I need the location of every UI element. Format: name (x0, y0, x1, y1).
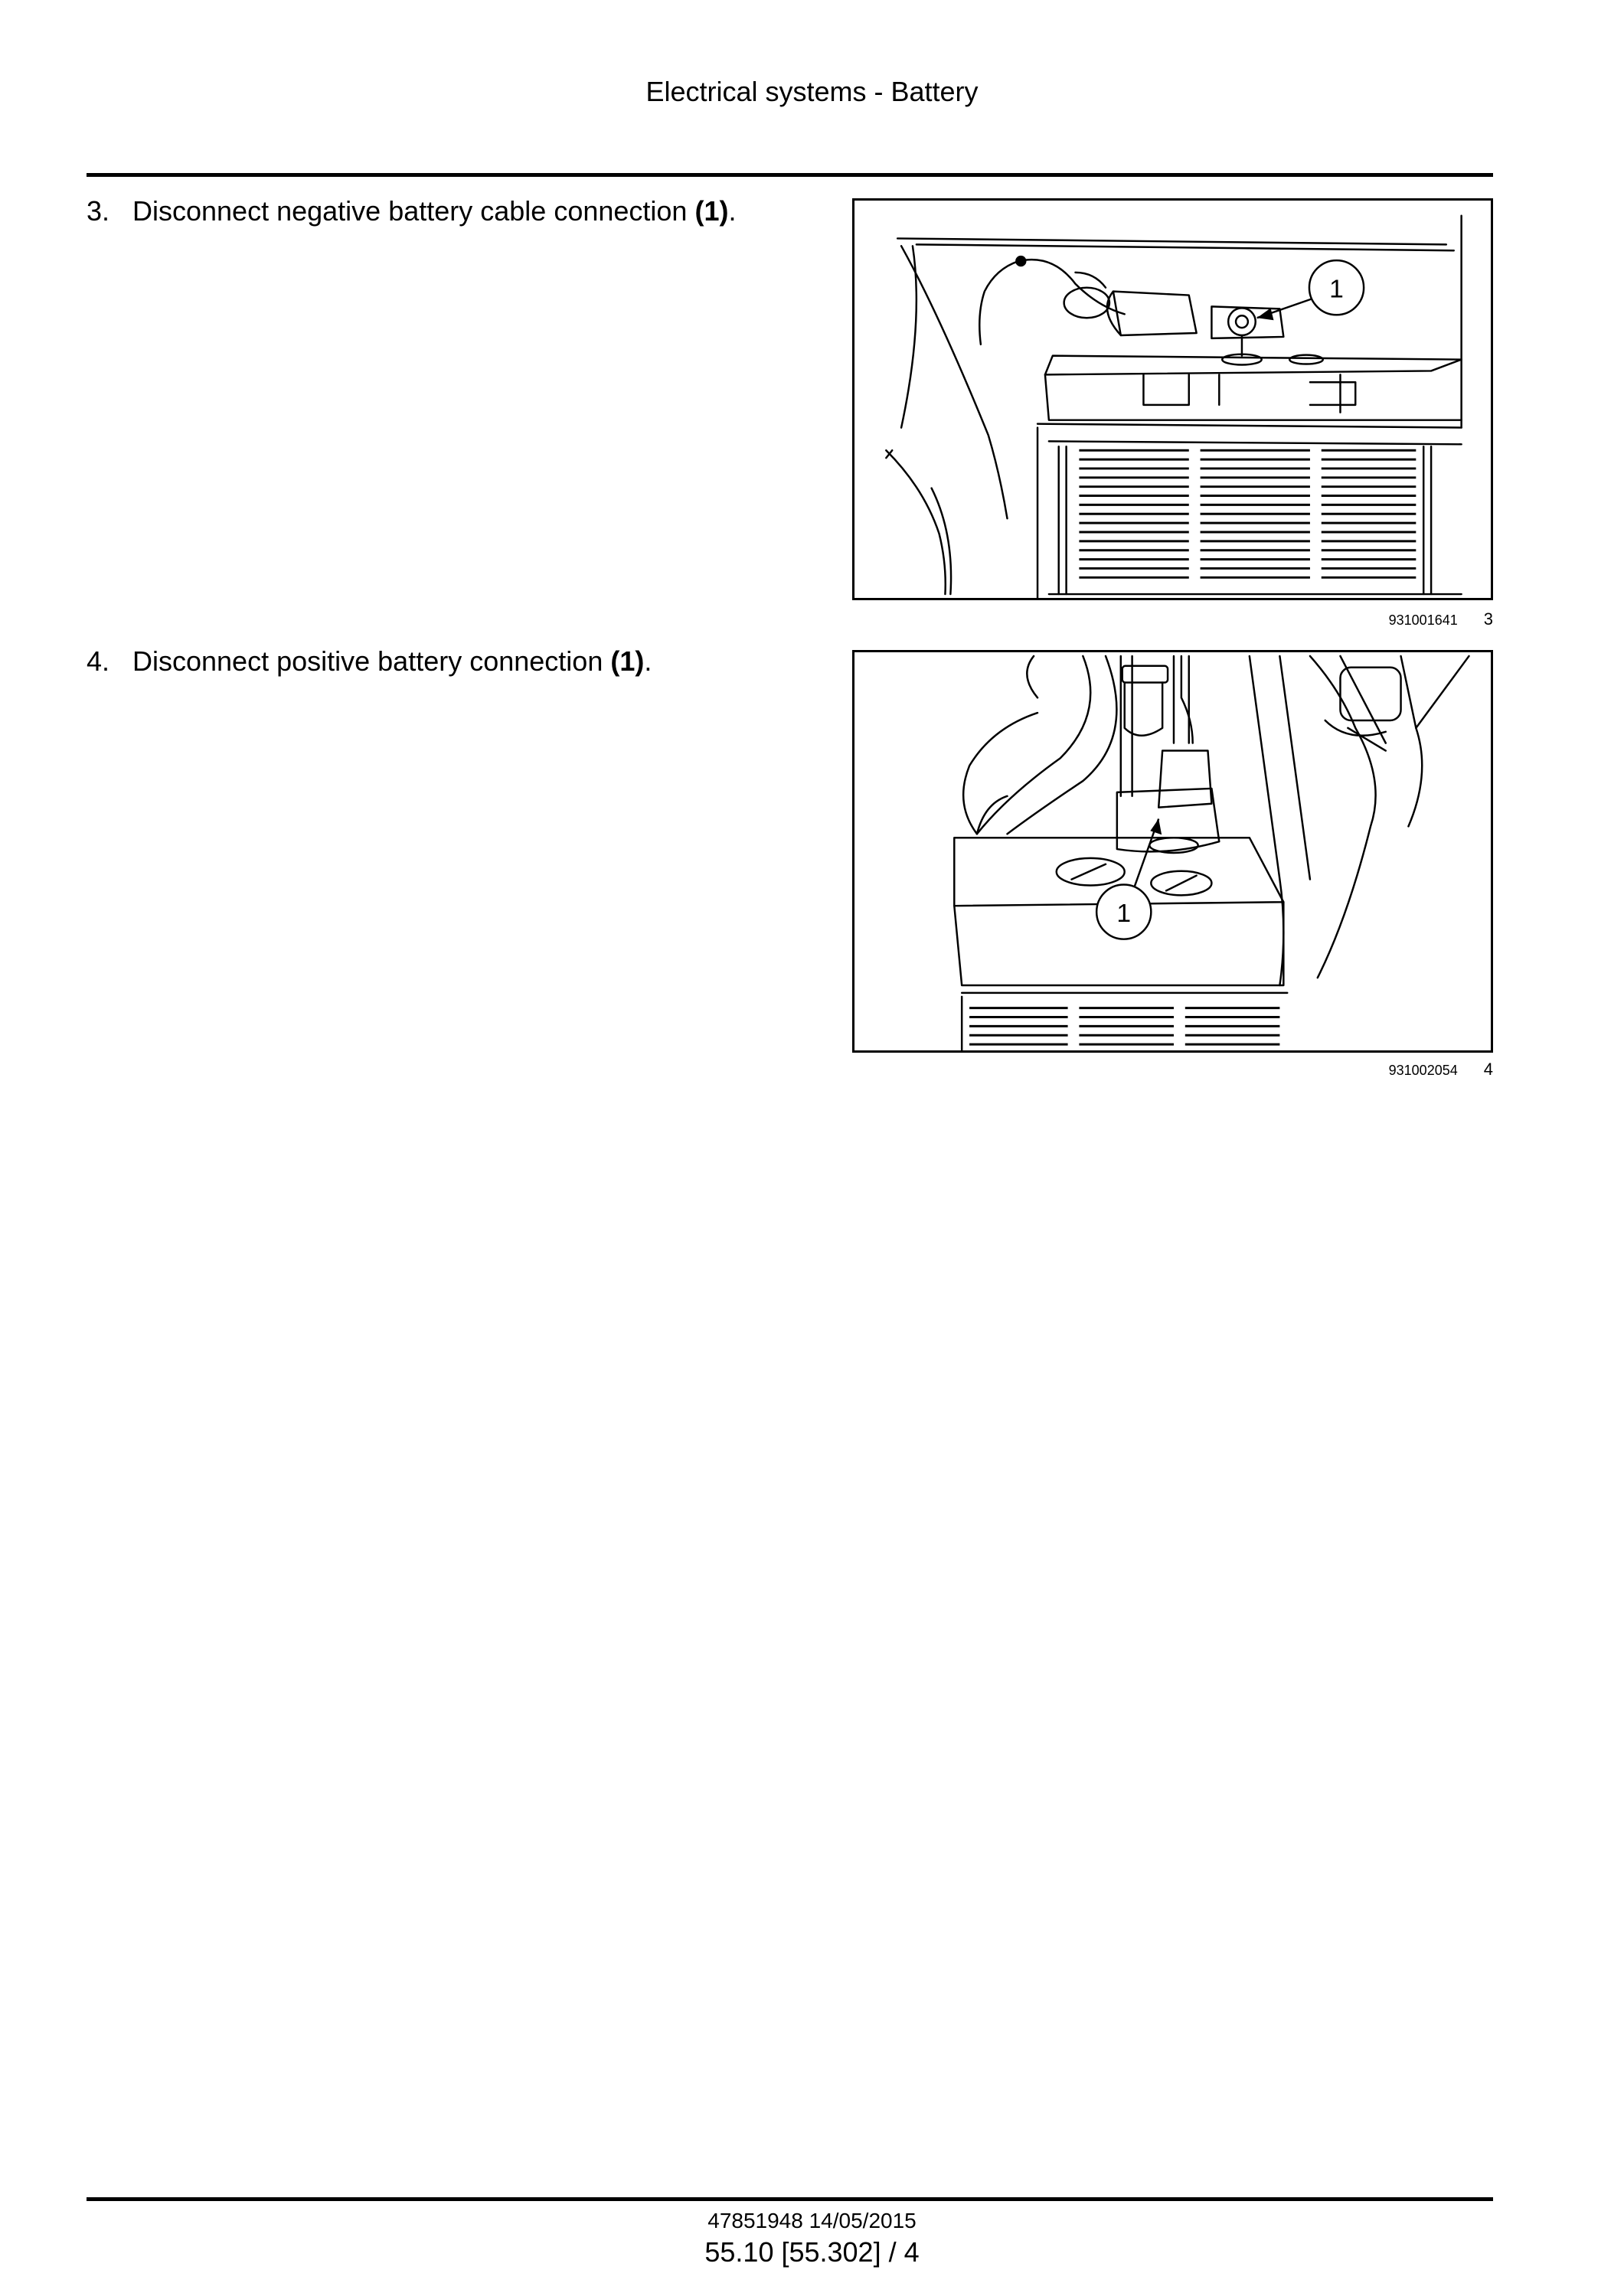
step-number: 4. (87, 645, 110, 677)
negative-terminal-illustration (854, 201, 1491, 598)
figure-positive-terminal (852, 650, 1493, 1053)
step-3 (87, 194, 791, 228)
step-end: . (728, 195, 737, 227)
footer-rule (87, 2197, 1493, 2201)
step-4 (87, 645, 791, 678)
header-rule (87, 173, 1493, 177)
figure-number: 4 (1483, 1060, 1493, 1079)
step-text: Disconnect negative battery cable connection (132, 195, 695, 227)
figure-number: 3 (1483, 609, 1493, 629)
step-text: Disconnect positive battery connection (132, 645, 611, 677)
callout-label: 1 (1329, 275, 1344, 304)
figure-negative-terminal (852, 198, 1493, 600)
figure-caption (852, 1061, 1493, 1079)
step-reference: (1) (610, 645, 645, 677)
document-reference: 47851948 14/05/2015 (707, 2209, 917, 2232)
figure-caption (852, 611, 1493, 629)
figure-id: 931001641 (1388, 612, 1458, 628)
callout-label: 1 (1116, 899, 1132, 928)
step-reference: (1) (694, 195, 729, 227)
page-header: Electrical systems - Battery (645, 76, 979, 107)
positive-terminal-illustration (854, 652, 1491, 1050)
step-number: 3. (87, 195, 110, 227)
page-reference: 55.10 [55.302] / 4 (704, 2236, 920, 2268)
figure-id: 931002054 (1388, 1063, 1458, 1078)
step-end: . (644, 645, 652, 677)
callout-1 (1257, 260, 1364, 320)
